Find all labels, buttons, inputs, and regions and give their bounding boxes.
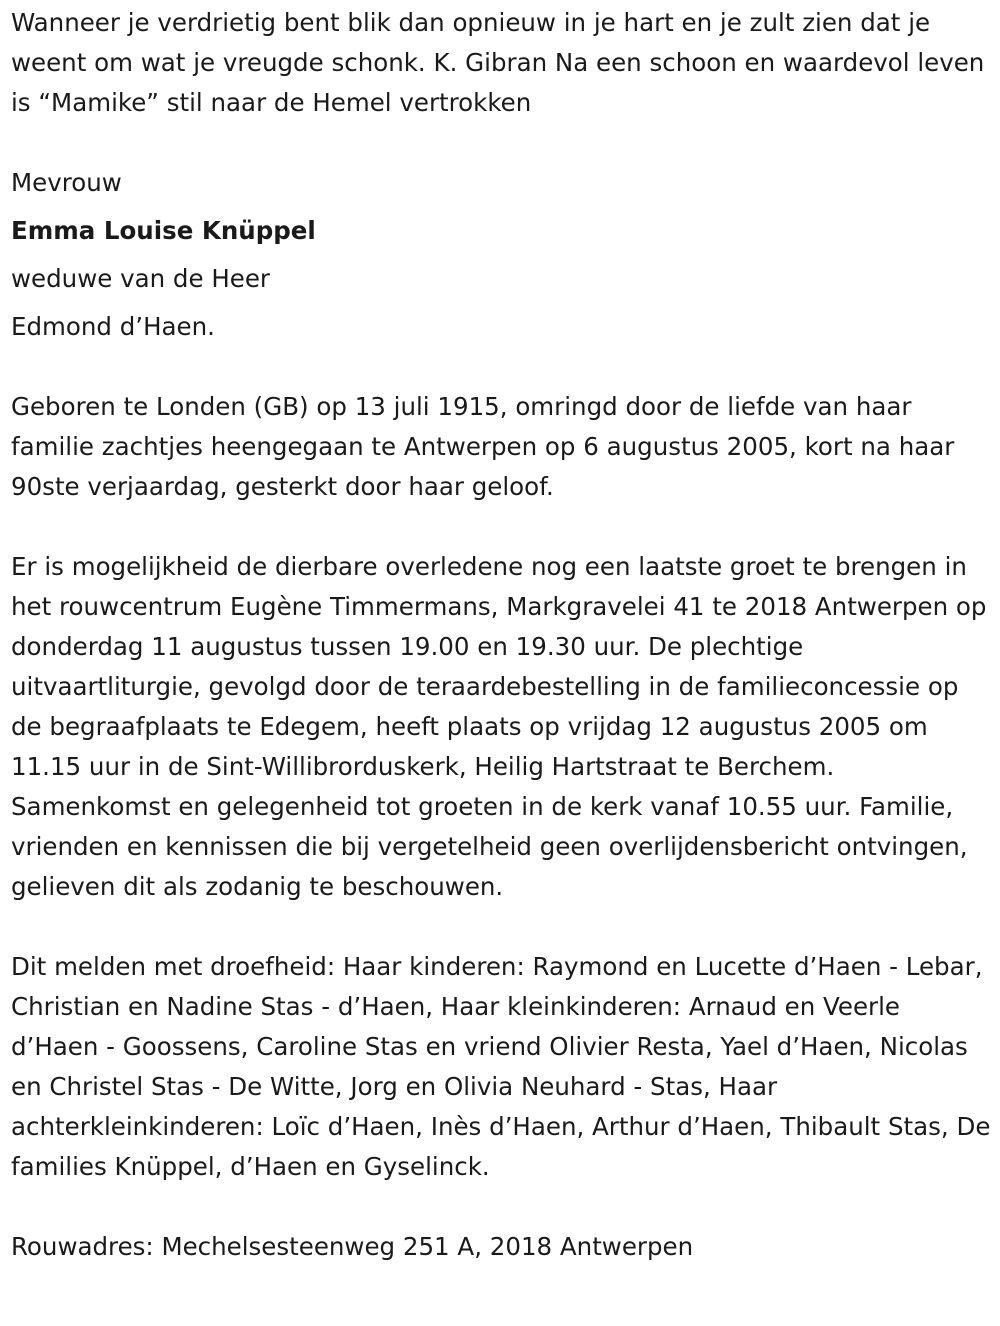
salutation: Mevrouw [11, 168, 122, 197]
spacer [11, 907, 991, 947]
opening-quote: Wanneer je verdrietig bent blik dan opnieuw in je hart en je zult zien dat je weent om wat je vreugde schonk. K. Gibran Na een schoon en waardevol leven is “Mamike” stil naar de Hemel vertrokken [11, 8, 993, 117]
family-announcement-paragraph: Dit melden met droefheid: Haar kinderen: Raymond en Lucette d’Haen - Lebar, Christian en Nadine Stas - d’Haen, Haar kleinkinderen: Arnaud en Veerle d’Haen - Goossens, Caroline Stas en vriend Olivier Resta, Yael d’Haen, Nicolas en Christel Stas - De Witte, Jorg en Olivia Neuhard - Stas, Haar achterkleinkinderen: Loïc d’Haen, Inès d’Haen, Arthur d’Haen, Thibault Stas, De families Knüppel, d’Haen en Gyselinck. [11, 952, 999, 1181]
obituary-document [11, 3, 999, 1267]
spacer [11, 507, 991, 547]
mourning-address: Rouwadres: Mechelsesteenweg 251 A, 2018 Antwerpen [11, 1232, 694, 1261]
spacer [11, 347, 991, 387]
widow-of-line: weduwe van de Heer [11, 264, 270, 293]
spacer [11, 123, 991, 163]
deceased-name: Emma Louise Knüppel [11, 216, 316, 245]
birth-death-paragraph: Geboren te Londen (GB) op 13 juli 1915, omringd door de liefde van haar familie zachtjes heengegaan te Antwerpen op 6 augustus 2005, kort na haar 90ste verjaardag, gesterkt door haar geloof. [11, 392, 963, 501]
husband-name: Edmond d’Haen. [11, 312, 215, 341]
spacer [11, 1187, 991, 1227]
funeral-info-paragraph: Er is mogelijkheid de dierbare overledene nog een laatste groet te brengen in het rouwcentrum Eugène Timmermans, Markgravelei 41 te 2018 Antwerpen op donderdag 11 augustus tussen 19.00 en 19.30 uur. De plechtige uitvaartliturgie, gevolgd door de teraardebestelling in de familieconcessie op de begraafplaats te Edegem, heeft plaats op vrijdag 12 augustus 2005 om 11.15 uur in de Sint-Willibrorduskerk, Heilig Hartstraat te Berchem. Samenkomst en gelegenheid tot groeten in de kerk vanaf 10.55 uur. Familie, vrienden en kennissen die bij vergetelheid geen overlijdensbericht ontvingen, gelieven dit als zodanig te beschouwen. [11, 552, 995, 901]
